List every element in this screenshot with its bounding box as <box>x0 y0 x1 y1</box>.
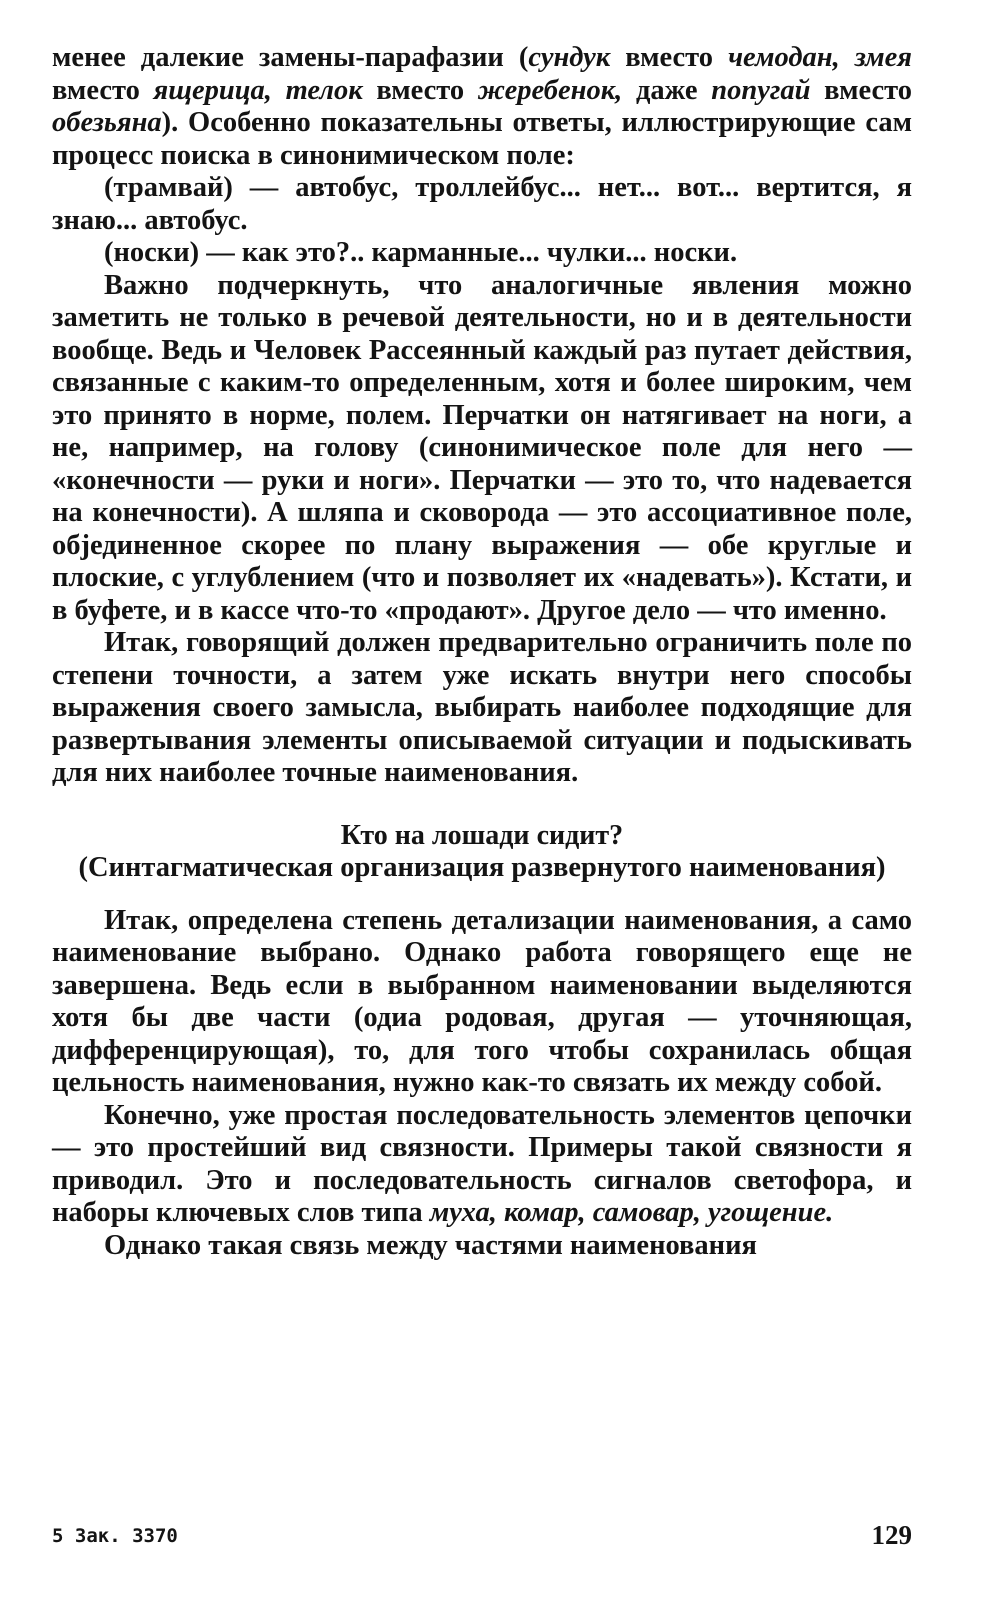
paragraph-2: Важно подчеркнуть, что аналогичные явления можно заметить не только в речевой деятельности, но и в деятельности вообще. Ведь и Человек Рассеянный каждый раз путает действия, связанные с каким-то определенным, хотя и более широким, чем это принято в норме, полем. Перчатки он натягивает на ноги, а не, например, на голову (синонимическое поле для него — «конечности — руки и ноги». Перчатки — это то, что надевается на конечности). А шляпа и сковорода — это ассоциативное поле, објединенное скорее по плану выражения — обе круглые и плоские, с углублением (что и позволяет их «надевать»). Кстати, и в буфете, и в кассе что-то «продают». Другое дело — что именно. <box>52 269 912 626</box>
text-run: Конечно, уже простая последовательность элементов цепочки — это простейший вид связности. Примеры такой связности я приводил. Это и последовательность сигналов светофора, и наборы ключевых слов типа <box>52 1099 912 1228</box>
example-1: (трамвай) — автобус, троллейбус... нет... вот... вертится, я знаю... автобус. <box>52 172 912 236</box>
body-text <box>52 42 912 1262</box>
text-run: ). Особенно показательны ответы, иллюстрирующие сам процесс поиска в синонимическом поле: <box>52 107 912 171</box>
text-run: вместо <box>810 74 912 106</box>
italic-term: ящерица, телок <box>153 74 363 106</box>
paragraph-1 <box>52 42 912 172</box>
text-run: менее далекие замены-парафазии ( <box>52 42 529 73</box>
paragraph-6: Однако такая связь между частями наименования <box>104 1229 757 1261</box>
paragraph-5 <box>52 1100 912 1230</box>
text-run: вместо <box>362 74 478 106</box>
example-2: (носки) — как это?.. карманные... чулки... носки. <box>104 237 738 268</box>
section-subtitle: (Синтагматическая организация развернутого наименования) <box>78 852 886 883</box>
text-run: даже <box>622 74 712 106</box>
section-title: Кто на лошади сидит? <box>340 819 624 851</box>
paragraph-4: Итак, определена степень детализации наименования, а само наименование выбрано. Однако работа говорящего еще не завершена. Ведь если в выбранном наименовании выделяются хотя бы две части (одиа родовая, другая — уточняющая, дифференцирующая), то, для того чтобы сохранилась общая цельность наименования, нужно как-то связать их между собой. <box>52 904 912 1098</box>
italic-term: жеребенок, <box>477 74 623 106</box>
italic-term: сундук <box>528 42 611 73</box>
section-heading <box>52 820 912 885</box>
italic-term: обезьяна <box>52 107 162 138</box>
page-number: 129 <box>871 1520 912 1550</box>
italic-term: муха, комар, самовар, угощение. <box>429 1197 834 1228</box>
italic-term: попугай <box>711 74 811 106</box>
text-run: вместо <box>610 42 729 73</box>
italic-term: чемодан, змея <box>728 42 912 73</box>
paragraph-3: Итак, говорящий должен предварительно ограничить поле по степени точности, а затем уже искать внутри него способы выражения своего замысла, выбирать наиболее подходящие для развертывания элементы описываемой ситуации и подыскивать для них наиболее точные наименования. <box>52 627 912 788</box>
printer-signature: 5 Зак. 3370 <box>52 1525 178 1547</box>
text-run: вместо <box>52 74 154 106</box>
